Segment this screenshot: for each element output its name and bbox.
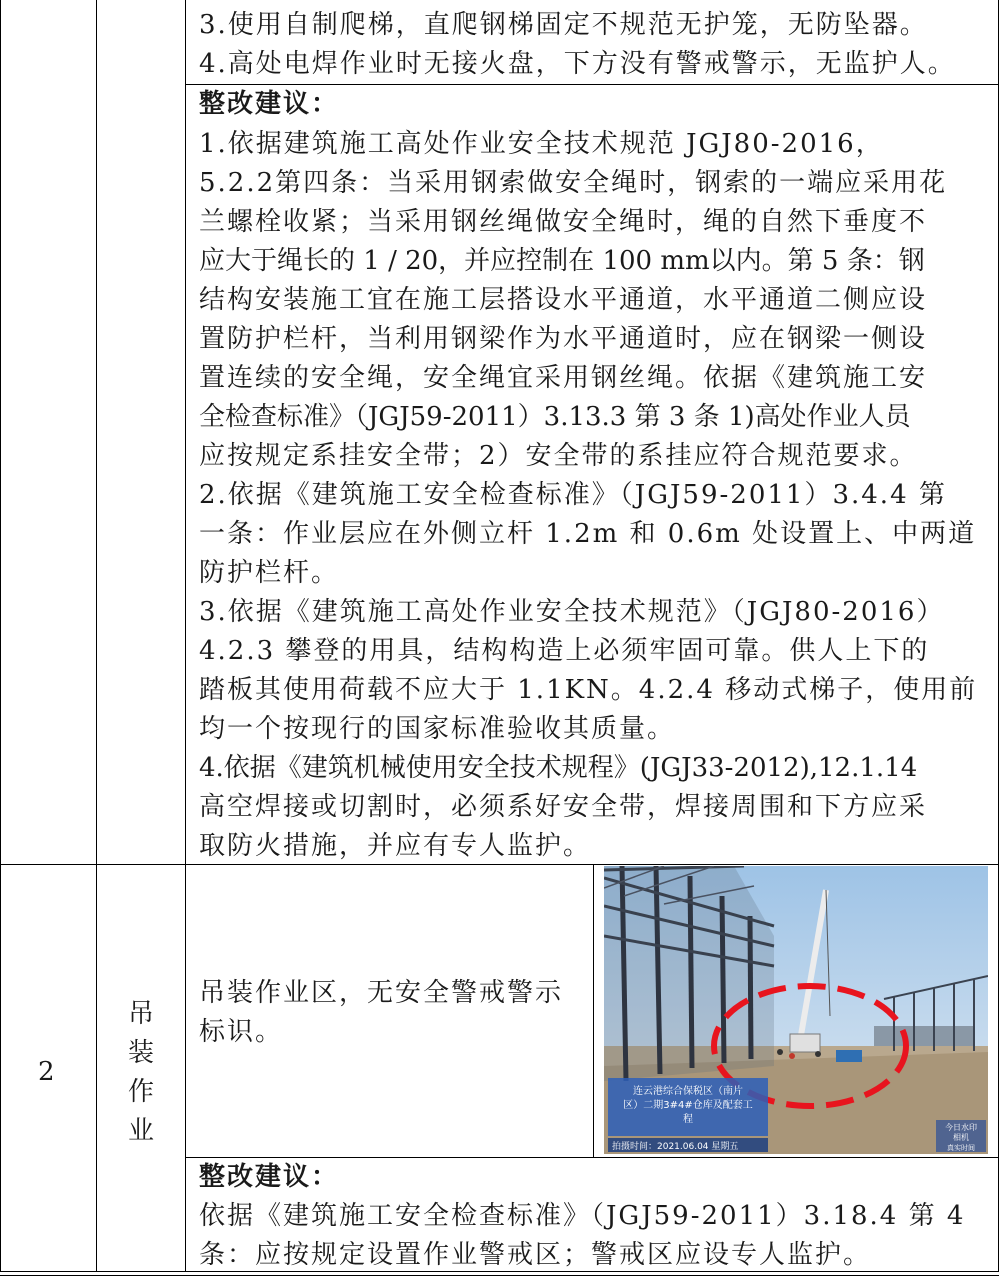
site-photo bbox=[604, 866, 988, 1154]
category-char-2: 装 bbox=[128, 1038, 157, 1068]
category-char-4: 业 bbox=[128, 1116, 157, 1146]
watermark-line-1: 今日水印 bbox=[945, 1123, 977, 1132]
suggestion-line: 应大于绳长的 1 / 20，并应控制在 100 mm以内。第 5 条：钢 bbox=[199, 246, 925, 276]
table-left-border bbox=[0, 0, 1, 1272]
photo-caption-line-1: 连云港综合保税区（南片 bbox=[633, 1086, 743, 1097]
watermark-line-2: 相机 bbox=[953, 1133, 969, 1142]
suggestion-line: 踏板其使用荷载不应大于 1.1KN。4.2.4 移动式梯子，使用前 bbox=[199, 675, 978, 705]
row2-split-divider bbox=[593, 864, 594, 1157]
row2-suggestion-heading: 整改建议： bbox=[199, 1162, 340, 1192]
category-char-3: 作 bbox=[128, 1077, 157, 1107]
suggestion-line: 置防护栏杆，当利用钢梁作为水平通道时，应在钢梁一侧设 bbox=[199, 324, 928, 354]
suggestion-line: 4.依据《建筑机械使用安全技术规程》(JGJ33-2012),12.1.14 bbox=[199, 753, 918, 783]
issue-line-3: 3.使用自制爬梯，直爬钢梯固定不规范无护笼，无防坠器。 bbox=[199, 10, 928, 40]
suggestion-line: 取防火措施，并应有专人监护。 bbox=[199, 831, 592, 861]
issue-description-line-1: 吊装作业区，无安全警戒警示 bbox=[199, 978, 564, 1008]
table-right-border bbox=[998, 0, 999, 1272]
row2-suggestion-line-1: 依据《建筑施工安全检查标准》（JGJ59-2011）3.18.4 第 4 bbox=[199, 1201, 966, 1231]
suggestion-line: 应按规定系挂安全带；2）安全带的系挂应符合规范要求。 bbox=[199, 441, 918, 471]
col-divider-1 bbox=[96, 0, 97, 1272]
photo-caption-line-3: 程 bbox=[683, 1114, 693, 1125]
suggestion-line: 防护栏杆。 bbox=[199, 558, 340, 588]
suggestion-line: 均一个按现行的国家标准验收其质量。 bbox=[199, 714, 676, 744]
row2-suggestion-line-2: 条：应按规定设置作业警戒区；警戒区应设专人监护。 bbox=[199, 1240, 872, 1270]
col-divider-2 bbox=[185, 0, 186, 1272]
suggestion-line: 置连续的安全绳，安全绳宜采用钢丝绳。依据《建筑施工安 bbox=[199, 363, 928, 393]
category-char-1: 吊 bbox=[128, 999, 157, 1029]
suggestion-line: 4.2.3 攀登的用具，结构构造上必须牢固可靠。供人上下的 bbox=[199, 636, 930, 666]
suggestion-line: 兰螺栓收紧；当采用钢丝绳做安全绳时，绳的自然下垂度不 bbox=[199, 207, 928, 237]
suggestion-line: 1.依据建筑施工高处作业安全技术规范 JGJ80-2016， bbox=[199, 129, 884, 159]
row-number: 2 bbox=[38, 1057, 57, 1087]
suggestion-line: 全检查标准》（JGJ59-2011）3.13.3 第 3 条 1)高处作业人员 bbox=[199, 402, 911, 432]
suggestion-line: 高空焊接或切割时，必须系好安全带，焊接周围和下方应采 bbox=[199, 792, 928, 822]
suggestion-line: 5.2.2第四条：当采用钢索做安全绳时，钢索的一端应采用花 bbox=[199, 168, 948, 198]
issue-description-line-2: 标识。 bbox=[199, 1017, 284, 1047]
photo-time-label: 拍摄时间：2021.06.04 星期五 bbox=[612, 1142, 739, 1152]
issue-line-4: 4.高处电焊作业时无接火盘，下方没有警戒警示，无监护人。 bbox=[199, 49, 956, 79]
watermark-line-3: 真实时间 bbox=[947, 1144, 975, 1152]
suggestion-line: 3.依据《建筑施工高处作业安全技术规范》（JGJ80-2016） bbox=[199, 597, 945, 627]
table-bottom-border-2 bbox=[0, 1275, 999, 1276]
suggestion-line: 一条：作业层应在外侧立杆 1.2m 和 0.6m 处设置上、中两道 bbox=[199, 519, 977, 549]
suggestion-heading: 整改建议： bbox=[199, 89, 340, 119]
suggestion-line: 结构安装施工宜在施工层搭设水平通道，水平通道二侧应设 bbox=[199, 285, 928, 315]
photo-caption-line-2: 区）二期3#4#仓库及配套工 bbox=[623, 1100, 753, 1111]
suggestion-line: 2.依据《建筑施工安全检查标准》（JGJ59-2011）3.4.4 第 bbox=[199, 480, 947, 510]
